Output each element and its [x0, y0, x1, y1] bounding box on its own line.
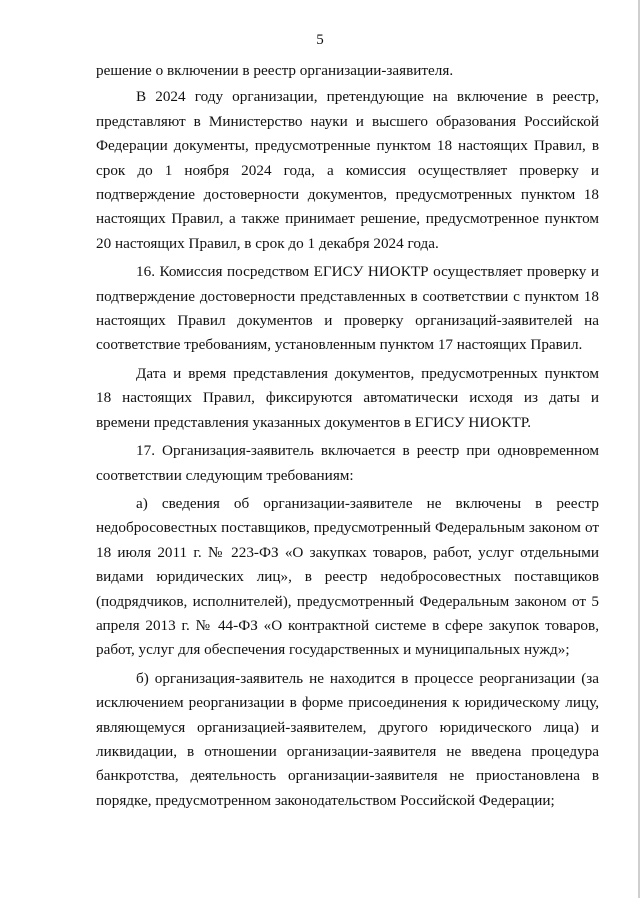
- paragraph-submission-date: Дата и время представления документов, предусмотренных пунктом 18 настоящих Правил, фиксируются автоматически исходя из даты и времени представления указанных документов в ЕГИСУ НИОКТР.: [96, 364, 599, 431]
- paragraph-clause-17: 17. Организация-заявитель включается в реестр при одновременном соответствии следующим требованиям:: [96, 442, 599, 484]
- paragraph-clause-16: 16. Комиссия посредством ЕГИСУ НИОКТР осуществляет проверку и подтверждение достоверности представленных в соответствии с пунктом 18 настоящих Правил документов и проверку организаций-заявителей на соответствие требованиям, установленным пунктом 17 настоящих Правил.: [96, 263, 599, 354]
- paragraph-2024-deadlines: В 2024 году организации, претендующие на включение в реестр, представляют в Министерство науки и высшего образования Российской Федерации документы, предусмотренные пунктом 18 настоящих Правил, в срок до 1 ноября 2024 года, а комиссия осуществляет проверку и подтверждение достоверности документов, предусмотренных пунктом 18 настоящих Правил, а также принимает решение, предусмотренное пунктом 20 настоящих Правил, в срок до 1 декабря 2024 года.: [96, 88, 599, 252]
- paragraph-item-b: б) организация-заявитель не находится в процессе реорганизации (за исключением реорганизации в форме присоединения к юридическому лицу, являющемуся организацией-заявителем, другого юридического лица) и ликвидации, в отношении организации-заявителя не введена процедура банкротства, деятельность организации-заявителя не приостановлена в порядке, предусмотренном законодательством Российской Федерации;: [96, 669, 599, 809]
- page-number: 5: [316, 32, 324, 48]
- document-body: [96, 59, 599, 817]
- paragraph-item-a: а) сведения об организации-заявителе не включены в реестр недобросовестных поставщиков, предусмотренный Федеральным законом от 18 июля 2011 г. № 223-ФЗ «О закупках товаров, работ, услуг отдельными видами юридических лиц», в реестр недобросовестных поставщиков (подрядчиков, исполнителей), предусмотренный Федеральным законом от 5 апреля 2013 г. № 44-ФЗ «О контрактной системе в сфере закупок товаров, работ, услуг для обеспечения государственных и муниципальных нужд»;: [96, 494, 599, 659]
- paragraph-continuation: решение о включении в реестр организации-заявителя.: [96, 62, 454, 79]
